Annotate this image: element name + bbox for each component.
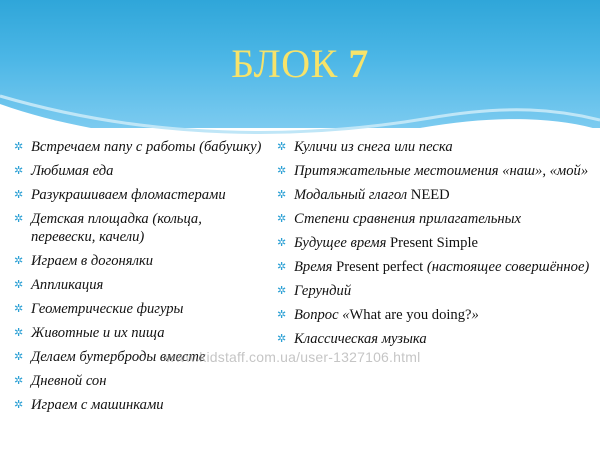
sparkle-bullet-icon: ✲ (14, 213, 24, 225)
sparkle-bullet-icon: ✲ (277, 309, 287, 321)
sparkle-bullet-icon: ✲ (14, 165, 24, 177)
list-item: ✲ Время Present perfect (настоящее совершённое) (277, 259, 590, 275)
sparkle-bullet-icon: ✲ (277, 141, 287, 153)
sparkle-bullet-icon: ✲ (277, 165, 287, 177)
sparkle-bullet-icon: ✲ (14, 399, 24, 411)
sparkle-bullet-icon: ✲ (277, 189, 287, 201)
watermark: www.kidstaff.com.ua/user-1327106.html (165, 349, 421, 365)
sparkle-bullet-icon: ✲ (14, 141, 24, 153)
list-item: ✲ Животные и их пища (14, 325, 165, 341)
sparkle-bullet-icon: ✲ (14, 351, 24, 363)
list-item: ✲ Встречаем папу с работы (бабушку) (14, 139, 262, 155)
list-item: ✲ Разукрашиваем фломастерами (14, 187, 226, 203)
sparkle-bullet-icon: ✲ (14, 375, 24, 387)
list-item: ✲ Куличи из снега или песка (277, 139, 453, 155)
list-item: ✲ Герундий (277, 283, 352, 299)
title-number: 7 (348, 41, 369, 86)
sparkle-bullet-icon: ✲ (277, 333, 287, 345)
sparkle-bullet-icon: ✲ (277, 285, 287, 297)
list-item: ✲ Будущее время Present Simple (277, 235, 478, 251)
sparkle-bullet-icon: ✲ (14, 279, 24, 291)
sparkle-bullet-icon: ✲ (277, 213, 287, 225)
list-item: ✲ Классическая музыка (277, 331, 427, 347)
title-prefix: БЛОК (231, 41, 338, 86)
list-item: ✲ Играем с машинками (14, 397, 164, 413)
list-item: ✲ Степени сравнения прилагательных (277, 211, 521, 227)
slide-title (0, 40, 600, 87)
sparkle-bullet-icon: ✲ (14, 255, 24, 267)
list-item: ✲ Дневной сон (14, 373, 107, 389)
right-topic-list (275, 138, 595, 354)
sparkle-bullet-icon: ✲ (14, 189, 24, 201)
list-item: ✲ Модальный глагол NEED (277, 187, 450, 203)
list-item: ✲ Любимая еда (14, 163, 114, 179)
list-item: ✲ Геометрические фигуры (14, 301, 184, 317)
sparkle-bullet-icon: ✲ (277, 237, 287, 249)
list-item: ✲ Притяжательные местоимения «наш», «мой» (277, 163, 589, 179)
sparkle-bullet-icon: ✲ (277, 261, 287, 273)
sparkle-bullet-icon: ✲ (14, 303, 24, 315)
left-topic-list (12, 138, 267, 420)
list-item: ✲ Аппликация (14, 277, 104, 293)
sparkle-bullet-icon: ✲ (14, 327, 24, 339)
list-item: ✲ Делаем бутерброды вместе (14, 349, 206, 365)
list-item: ✲ Детская площадка (кольца, перевески, качели) (14, 211, 202, 245)
list-item: ✲ Играем в догонялки (14, 253, 154, 269)
list-item: ✲ Вопрос «What are you doing?» (277, 307, 479, 323)
